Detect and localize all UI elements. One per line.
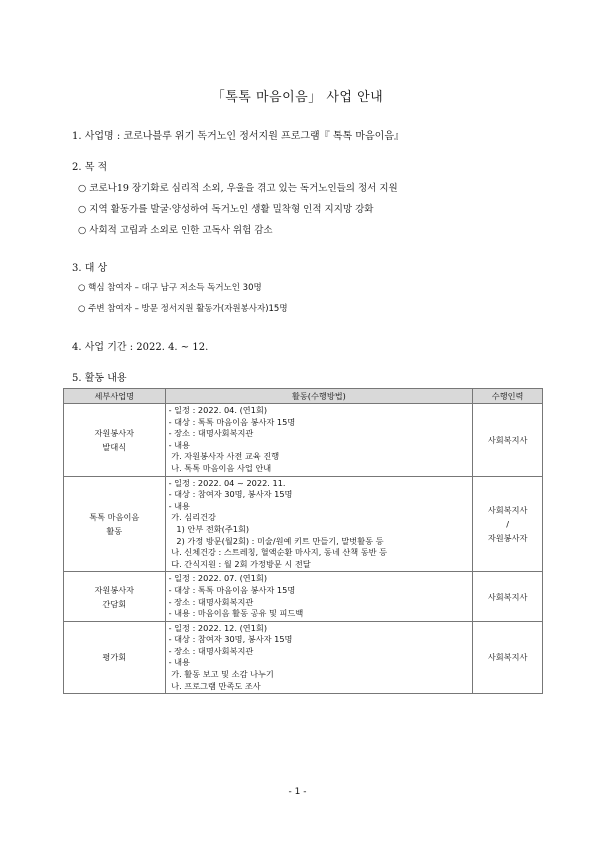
- page-number: - 1 -: [288, 787, 307, 797]
- purpose-item: ○ 코로나19 장기화로 심리적 소외, 우울을 겪고 있는 독거노인들의 정서 지원: [78, 183, 398, 194]
- subproject-name-cell-line: 발대식: [102, 441, 127, 452]
- activity-cell-line: - 일정 : 2022. 04 ~ 2022. 11.: [168, 477, 286, 488]
- table-row: [64, 404, 543, 477]
- subproject-name-cell: [64, 572, 166, 621]
- table-row: [64, 572, 543, 621]
- activity-cell: [165, 476, 473, 572]
- section-1-business-name: 1. 사업명 : 코로나블루 위기 독거노인 정서지원 프로그램『 톡톡 마음이음』: [72, 131, 404, 142]
- subproject-name-cell: [64, 476, 166, 572]
- activity-cell-line: - 대상 : 참여자 30명, 봉사자 15명: [168, 634, 293, 645]
- header-activity: 활동(수행방법): [165, 389, 473, 404]
- activity-cell: [165, 572, 473, 621]
- header-subproject: 세부사업명: [64, 389, 166, 404]
- activity-cell: [165, 404, 473, 477]
- section-3-heading: 3. 대 상: [72, 263, 108, 274]
- subproject-name-cell-line: 간담회: [102, 598, 127, 609]
- staff-cell: [473, 476, 543, 572]
- activity-cell-line: 나. 톡톡 마음이음 사업 안내: [168, 462, 272, 473]
- staff-cell-line: /: [506, 518, 509, 529]
- purpose-item: ○ 지역 활동가를 발굴·양성하여 독거노인 생활 밀착형 인적 지지망 강화: [78, 204, 374, 215]
- target-item: ○ 핵심 참여자 – 대구 남구 저소득 독거노인 30명: [78, 283, 262, 293]
- activity-cell-line: - 일정 : 2022. 04. (연1회): [168, 405, 268, 415]
- subproject-name-cell-line: 자원봉사자: [94, 427, 135, 438]
- staff-cell-line: 사회복지사: [487, 652, 528, 663]
- section-4-period: 4. 사업 기간 : 2022. 4. ~ 12.: [72, 342, 209, 353]
- activity-cell-line: 1) 안부 전화(주1회): [168, 523, 250, 534]
- activity-cell-line: - 일정 : 2022. 12. (연1회): [168, 622, 268, 633]
- subproject-name-cell-line: 자원봉사자: [94, 584, 135, 595]
- activity-cell-line: - 내용: [168, 500, 190, 511]
- activity-cell-line: - 장소 : 대명사회복지관: [168, 645, 254, 656]
- activity-cell-line: 가. 심리건강: [168, 512, 216, 523]
- activity-cell-line: - 대상 : 톡톡 마음이음 봉사자 15명: [168, 584, 296, 595]
- section-2-heading: 2. 목 적: [72, 162, 108, 173]
- staff-cell-line: 사회복지사: [487, 504, 528, 515]
- page-title: 「톡톡 마음이음」 사업 안내: [211, 90, 384, 105]
- activity-cell-line: - 일정 : 2022. 07. (연1회): [168, 573, 268, 584]
- subproject-name-cell: [64, 621, 166, 694]
- activity-cell-line: - 장소 : 대명사회복지관: [168, 428, 254, 439]
- activity-cell-line: - 내용: [168, 657, 190, 668]
- activity-cell-line: - 내용: [168, 439, 190, 450]
- staff-cell: [473, 621, 543, 694]
- purpose-item: ○ 사회적 고립과 소외로 인한 고독사 위험 감소: [78, 225, 273, 236]
- activity-cell-line: - 내용 : 마음이음 활동 공유 및 피드백: [168, 608, 304, 619]
- subproject-name-cell-line: 활동: [106, 525, 123, 536]
- staff-cell-line: 사회복지사: [487, 591, 528, 602]
- activity-cell-line: - 대상 : 참여자 30명, 봉사자 15명: [168, 489, 293, 500]
- target-item: ○ 주변 참여자 – 방문 정서지원 활동가(자원봉사자)15명: [78, 304, 288, 314]
- activity-cell-line: 다. 간식지원 : 월 2회 가정방문 시 전달: [168, 558, 311, 569]
- table-row: [64, 621, 543, 694]
- staff-cell-line: 자원봉사자: [487, 532, 528, 543]
- activity-table: [63, 388, 543, 694]
- activity-cell-line: 나. 프로그램 만족도 조사: [168, 680, 261, 691]
- activity-cell: [165, 621, 473, 694]
- header-staff: 수행인력: [473, 389, 543, 404]
- activity-cell-line: 가. 자원봉사자 사전 교육 진행: [168, 451, 280, 462]
- activity-cell-line: 2) 가정 방문(월2회) : 미술/원예 키트 만들기, 말벗활동 등: [168, 535, 384, 546]
- activity-cell-line: - 대상 : 톡톡 마음이음 봉사자 15명: [168, 416, 296, 427]
- table-header-row: [64, 389, 543, 404]
- section-5-heading: 5. 활동 내용: [72, 373, 127, 384]
- table-row: [64, 476, 543, 572]
- subproject-name-cell: [64, 404, 166, 477]
- subproject-name-cell-line: 톡톡 마음이음: [89, 511, 140, 522]
- staff-cell: [473, 572, 543, 621]
- subproject-name-cell-line: 평가회: [102, 652, 127, 663]
- activity-cell-line: - 장소 : 대명사회복지관: [168, 596, 254, 607]
- staff-cell-line: 사회복지사: [487, 434, 528, 445]
- activity-cell-line: 나. 신체건강 : 스트레칭, 혈액순환 마사지, 동네 산책 동반 등: [168, 547, 388, 558]
- activity-cell-line: 가. 활동 보고 및 소감 나누기: [168, 669, 274, 680]
- staff-cell: [473, 404, 543, 477]
